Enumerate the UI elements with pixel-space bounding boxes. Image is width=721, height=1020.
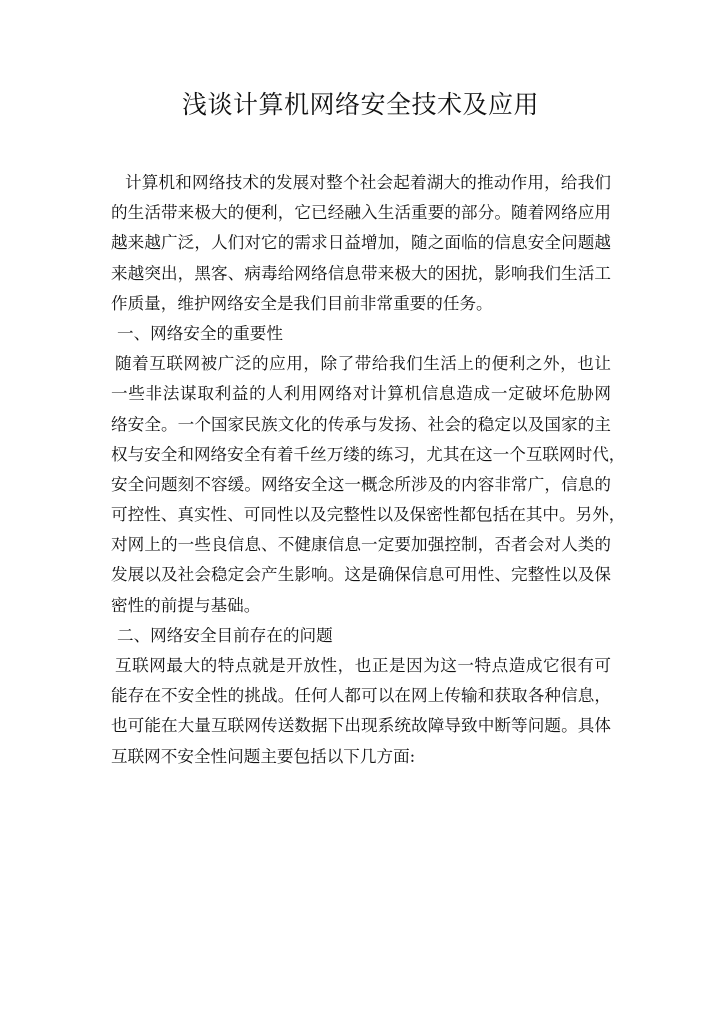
paragraph-line: 来越突出，黑客、病毒给网络信息带来极大的困扰，影响我们生活工 bbox=[111, 263, 611, 283]
document-body bbox=[111, 168, 626, 772]
paragraph-line: 互联网最大的特点就是开放性，也正是因为这一特点造成它很有可 bbox=[115, 656, 611, 675]
paragraph-line: 也可能在大量互联网传送数据下出现系统故障导致中断等问题。具体 bbox=[111, 716, 611, 736]
section-heading: 二、网络安全目前存在的问题 bbox=[117, 625, 333, 645]
paragraph-line: 随着互联网被广泛的应用，除了带给我们生活上的便利之外，也让 bbox=[115, 354, 611, 374]
paragraph-line: 计算机和网络技术的发展对整个社会起着湖大的推动作用，给我们 bbox=[125, 173, 611, 192]
paragraph-line: 密性的前提与基础。 bbox=[111, 595, 261, 615]
paragraph-line: 作质量，维护网络安全是我们目前非常重要的任务。 bbox=[111, 293, 493, 313]
paragraph-line: 发展以及社会稳定会产生影响。这是确保信息可用性、完整性以及保 bbox=[111, 565, 611, 585]
paragraph-line: 能存在不安全性的挑战。任何人都可以在网上传输和获取各种信息， bbox=[111, 686, 611, 706]
section-heading: 一、网络安全的重要性 bbox=[117, 323, 283, 343]
paragraph-line: 络安全。一个国家民族文化的传承与发扬、社会的稳定以及国家的主 bbox=[111, 414, 611, 434]
paragraph-line: 的生活带来极大的便利，它已经融入生活重要的部分。随着网络应用 bbox=[111, 203, 611, 223]
paragraph-line: 安全问题刻不容缓。网络安全这一概念所涉及的内容非常广，信息的 bbox=[111, 474, 611, 494]
paragraph-line: 可控性、真实性、可同性以及完整性以及保密性都包括在其中。另外， bbox=[111, 505, 626, 525]
paragraph-line: 互联网不安全性问题主要包括以下几方面: bbox=[111, 746, 416, 766]
paragraph-line: 权与安全和网络安全有着千丝万缕的练习，尤其在这一个互联网时代， bbox=[111, 444, 626, 464]
paragraph-line: 一些非法谋取利益的人利用网络对计算机信息造成一定破坏危胁网 bbox=[111, 384, 611, 404]
paragraph-line: 对网上的一些良信息、不健康信息一定要加强控制，否者会对人类的 bbox=[111, 535, 611, 555]
paragraph-line: 越来越广泛，人们对它的需求日益增加，随之面临的信息安全问题越 bbox=[111, 233, 611, 253]
document-title: 浅谈计算机网络安全技术及应用 bbox=[181, 90, 539, 119]
